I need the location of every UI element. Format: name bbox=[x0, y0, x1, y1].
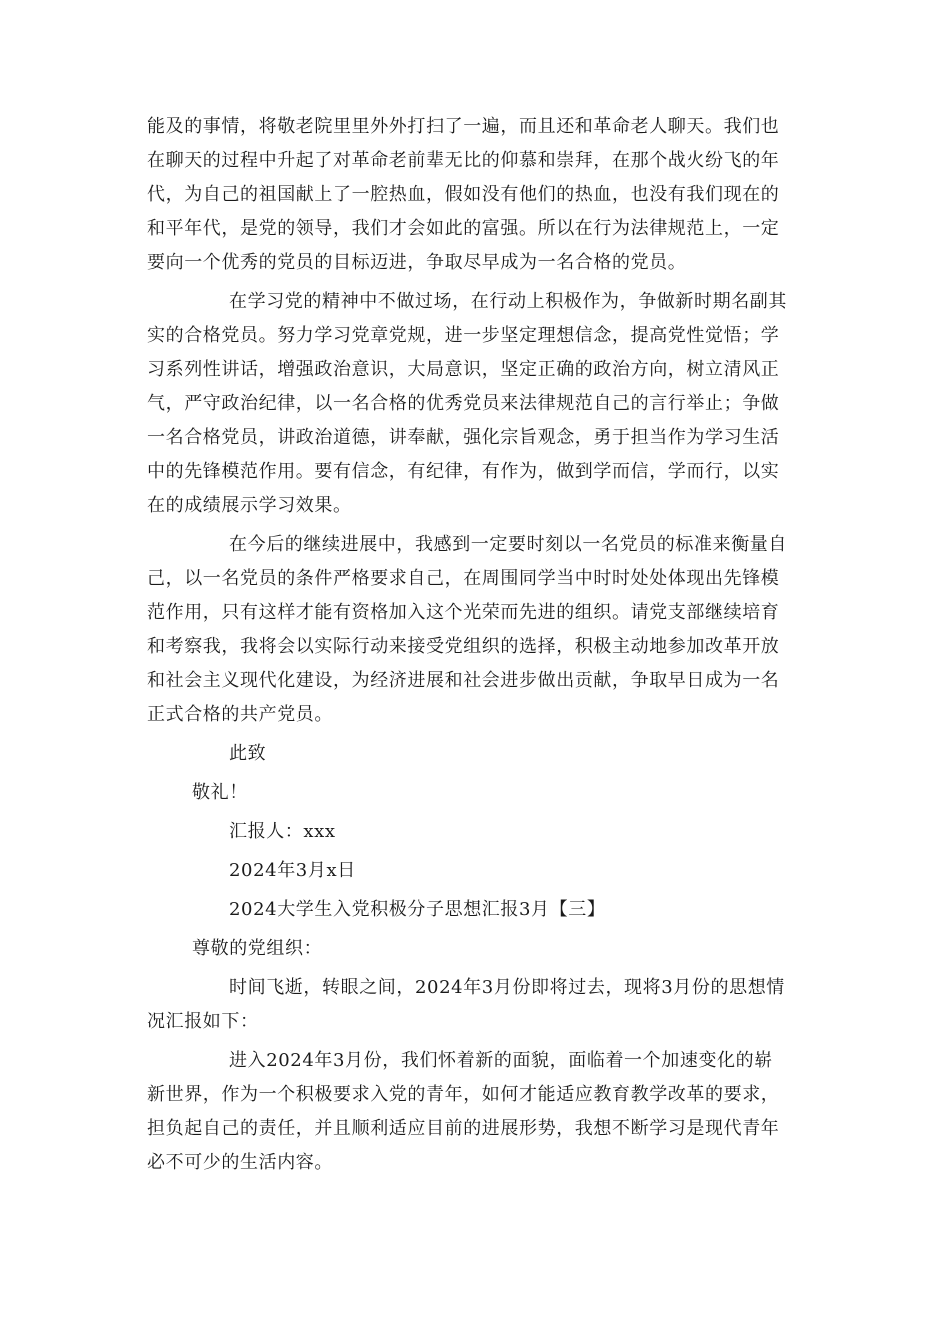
paragraph-line: 代，为自己的祖国献上了一腔热血，假如没有他们的热血，也没有我们现在的 bbox=[147, 184, 780, 205]
closing-text: 此致 bbox=[229, 743, 267, 764]
paragraph-line: 担负起自己的责任，并且顺利适应目前的进展形势，我想不断学习是现代青年 bbox=[147, 1118, 780, 1139]
section-title: 2024大学生入党积极分子思想汇报3月【三】 bbox=[229, 899, 606, 920]
paragraph-line: 在聊天的过程中升起了对革命老前辈无比的仰慕和崇拜，在那个战火纷飞的年 bbox=[147, 150, 780, 171]
report-date: 2024年3月x日 bbox=[229, 860, 356, 881]
paragraph-line: 新世界，作为一个积极要求入党的青年，如何才能适应教育教学改革的要求， bbox=[147, 1084, 780, 1105]
paragraph-line: 在学习党的精神中不做过场，在行动上积极作为，争做新时期名副其 bbox=[229, 291, 787, 312]
paragraph-line: 时间飞逝，转眼之间，2024年3月份即将过去，现将3月份的思想情 bbox=[229, 977, 785, 998]
paragraph-line: 一名合格党员，讲政治道德，讲奉献，强化宗旨观念，勇于担当作为学习生活 bbox=[147, 427, 780, 448]
paragraph-line: 范作用，只有这样才能有资格加入这个光荣而先进的组织。请党支部继续培育 bbox=[147, 602, 780, 623]
paragraph-line: 在的成绩展示学习效果。 bbox=[147, 495, 352, 516]
paragraph-line: 在今后的继续进展中，我感到一定要时刻以一名党员的标准来衡量自 bbox=[229, 534, 787, 555]
paragraph-line: 和社会主义现代化建设，为经济进展和社会进步做出贡献，争取早日成为一名 bbox=[147, 670, 780, 691]
paragraph-line: 况汇报如下： bbox=[147, 1011, 259, 1032]
paragraph-line: 和考察我，我将会以实际行动来接受党组织的选择，积极主动地参加改革开放 bbox=[147, 636, 780, 657]
paragraph-line: 正式合格的共产党员。 bbox=[147, 704, 333, 725]
paragraph-line: 能及的事情，将敬老院里里外外打扫了一遍，而且还和革命老人聊天。我们也 bbox=[147, 116, 780, 137]
reporter-signature: 汇报人：xxx bbox=[229, 821, 336, 842]
paragraph-line: 习系列性讲话，增强政治意识，大局意识，坚定正确的政治方向，树立清风正 bbox=[147, 359, 780, 380]
paragraph-line: 必不可少的生活内容。 bbox=[147, 1152, 333, 1173]
paragraph-line: 和平年代，是党的领导，我们才会如此的富强。所以在行为法律规范上，一定 bbox=[147, 218, 780, 239]
paragraph-line: 中的先锋模范作用。要有信念，有纪律，有作为，做到学而信，学而行，以实 bbox=[147, 461, 780, 482]
greeting-text: 尊敬的党组织： bbox=[192, 938, 323, 959]
salute-text: 敬礼！ bbox=[192, 782, 248, 803]
paragraph-line: 实的合格党员。努力学习党章党规，进一步坚定理想信念，提高党性觉悟；学 bbox=[147, 325, 780, 346]
paragraph-line: 进入2024年3月份，我们怀着新的面貌，面临着一个加速变化的崭 bbox=[229, 1050, 773, 1071]
paragraph-line: 气，严守政治纪律，以一名合格的优秀党员来法律规范自己的言行举止；争做 bbox=[147, 393, 780, 414]
paragraph-line: 要向一个优秀的党员的目标迈进，争取尽早成为一名合格的党员。 bbox=[147, 252, 687, 273]
paragraph-line: 己，以一名党员的条件严格要求自己，在周围同学当中时时处处体现出先锋模 bbox=[147, 568, 780, 589]
